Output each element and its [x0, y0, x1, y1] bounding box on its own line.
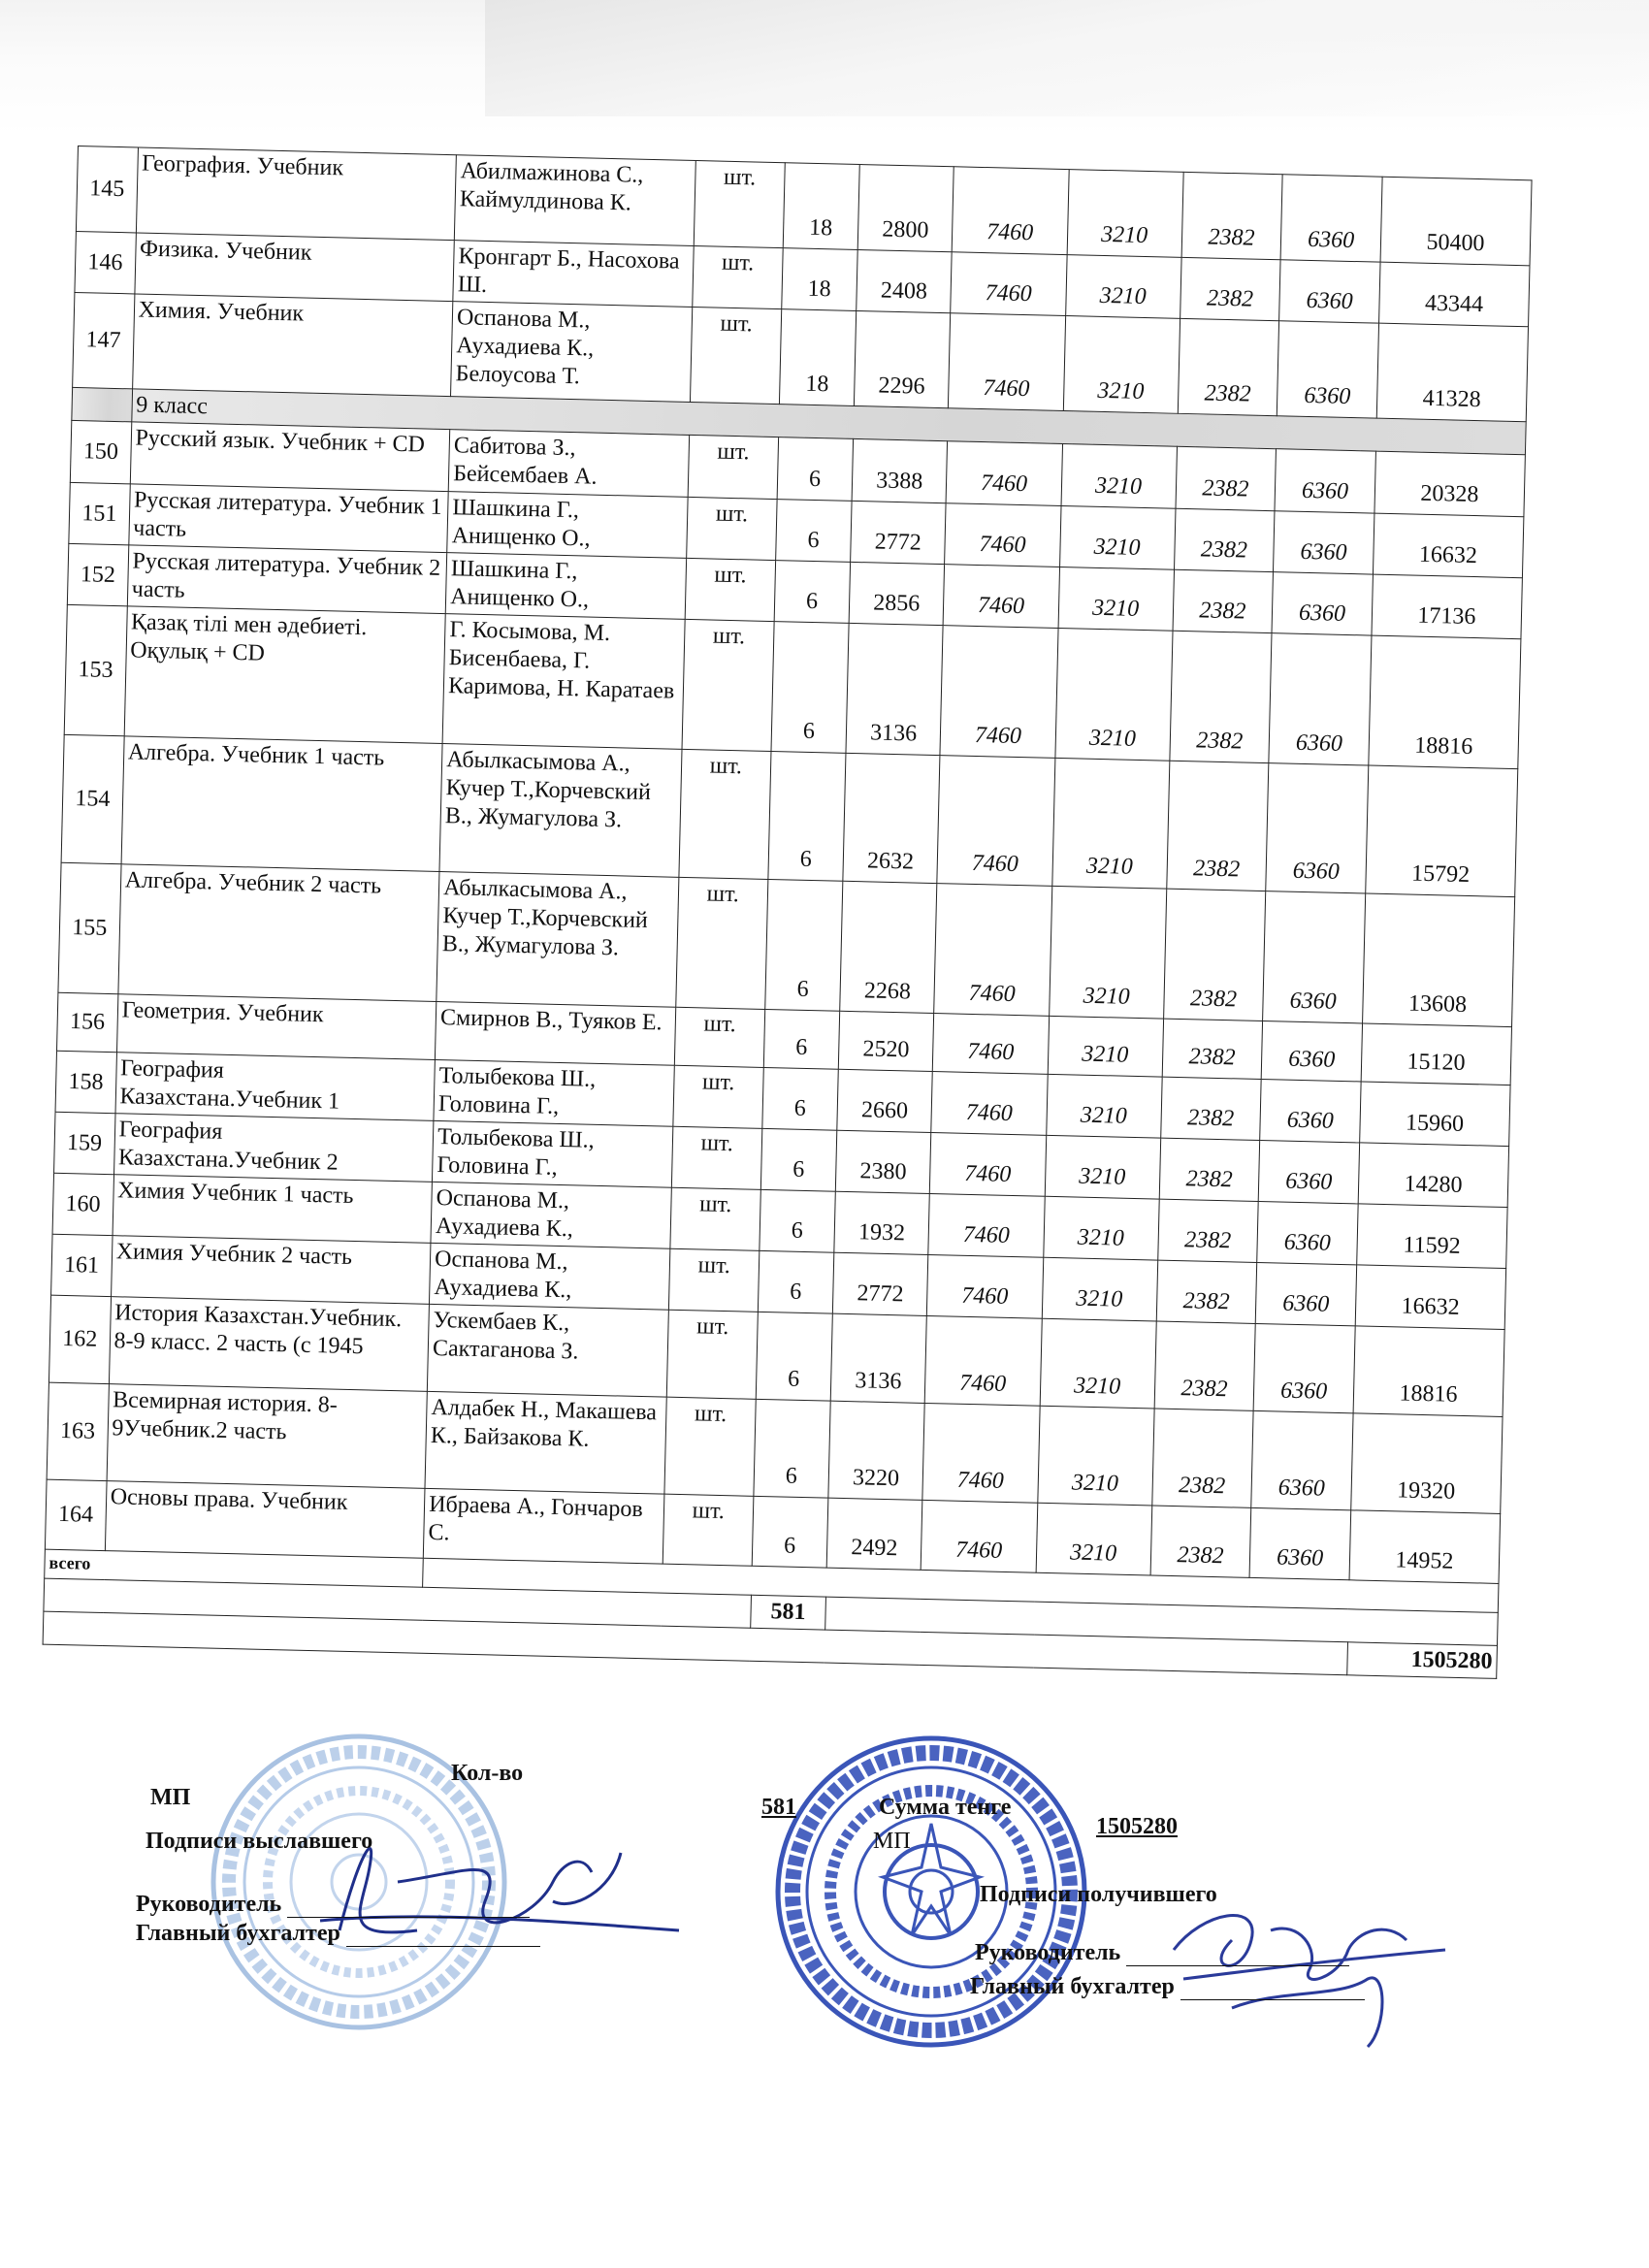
- price-cell: 2408: [857, 249, 953, 312]
- book-authors: Ибраева А., Гончаров С.: [423, 1488, 663, 1564]
- value-cell: 6360: [1257, 1201, 1358, 1264]
- value-cell: 6360: [1274, 511, 1374, 574]
- unit-cell: шт.: [663, 1397, 756, 1496]
- book-title: География. Учебник: [136, 147, 457, 241]
- price-cell: 1932: [834, 1191, 930, 1254]
- totals-label: всего: [45, 1549, 424, 1587]
- sum-cell: 41328: [1376, 323, 1528, 422]
- sum-cell: 15960: [1360, 1082, 1511, 1147]
- book-title: Русская литература. Учебник 1 часть: [128, 484, 448, 553]
- value-cell: 7460: [925, 1315, 1042, 1406]
- totals-quantity: 581: [751, 1595, 826, 1630]
- quantity-cell: 6: [771, 622, 849, 754]
- value-cell: 2382: [1154, 1321, 1256, 1410]
- value-cell: 7460: [951, 252, 1067, 316]
- book-title: Геометрия. Учебник: [116, 994, 436, 1060]
- accountant-left-label: [136, 1921, 540, 1947]
- row-number: 146: [75, 231, 136, 293]
- value-cell: 7460: [927, 1254, 1044, 1318]
- unit-cell: шт.: [690, 307, 782, 404]
- qty-value: 581: [761, 1795, 796, 1820]
- price-cell: 2800: [857, 164, 954, 251]
- sum-cell: 43344: [1378, 262, 1530, 327]
- book-authors: Абылкасымова А., Кучер Т.,Корчевский В., Жумагулова З.: [439, 744, 681, 878]
- book-title: География Казахстана.Учебник 2: [113, 1114, 434, 1183]
- sum-cell: 18816: [1369, 635, 1521, 769]
- row-number: 145: [76, 146, 138, 233]
- price-cell: 2520: [838, 1011, 934, 1071]
- accountant-left-text: Главный бухгалтер: [136, 1921, 340, 1946]
- value-cell: 6360: [1272, 572, 1373, 635]
- book-title: Всемирная история. 8-9Учебник.2 часть: [107, 1384, 428, 1489]
- row-number: 152: [67, 543, 128, 605]
- unit-cell: шт.: [678, 749, 770, 879]
- accountant-right-line: [1180, 1978, 1365, 2000]
- book-authors: Сабитова З., Бейсембаев А.: [448, 430, 689, 498]
- director-left-text: Руководитель: [136, 1892, 282, 1917]
- unit-cell: шт.: [688, 435, 779, 499]
- invoice-sheet: [43, 146, 1533, 1679]
- row-number: 160: [52, 1173, 113, 1235]
- sum-cell: 16632: [1373, 513, 1524, 578]
- book-title: Химия. Учебник: [132, 294, 453, 397]
- value-cell: 6360: [1260, 1080, 1361, 1143]
- book-authors: Г. Косымова, М. Бисенбаева, Г. Каримова, Н. Каратаев: [442, 614, 684, 750]
- value-cell: 6360: [1269, 633, 1372, 765]
- value-cell: 6360: [1249, 1507, 1350, 1579]
- quantity-cell: 6: [768, 752, 846, 882]
- sum-cell: 15792: [1366, 765, 1518, 897]
- value-cell: 3210: [1063, 316, 1180, 414]
- unit-cell: шт.: [686, 497, 777, 560]
- unit-cell: шт.: [685, 558, 776, 621]
- director-left-label: [136, 1892, 530, 1918]
- value-cell: 3210: [1042, 1257, 1158, 1321]
- value-cell: 2382: [1163, 889, 1266, 1021]
- sum-cell: 13608: [1362, 893, 1514, 1027]
- value-cell: 7460: [953, 167, 1069, 255]
- price-cell: 2268: [840, 881, 938, 1013]
- value-cell: 6360: [1261, 1021, 1362, 1082]
- book-title: Химия Учебник 2 часть: [111, 1236, 431, 1305]
- value-cell: 7460: [945, 503, 1061, 567]
- value-cell: 2382: [1180, 257, 1280, 320]
- book-authors: Шашкина Г., Анищенко О.,: [447, 492, 688, 559]
- section-empty-cell: [72, 387, 132, 421]
- row-number: 162: [48, 1295, 111, 1383]
- quantity-cell: 18: [783, 163, 859, 250]
- value-cell: 3210: [1058, 567, 1175, 631]
- price-cell: 3136: [830, 1313, 927, 1403]
- value-cell: 2382: [1173, 569, 1274, 632]
- quantity-cell: 6: [776, 500, 852, 563]
- accountant-right-text: Главный бухгалтер: [970, 1974, 1175, 1999]
- director-right-label: [975, 1940, 1349, 1966]
- value-cell: 3210: [1048, 1016, 1163, 1077]
- value-cell: 3210: [1046, 1074, 1162, 1138]
- book-title: История Казахстан.Учебник. 8-9 класс. 2 часть (с 1945: [109, 1297, 430, 1392]
- book-title: Химия Учебник 1 часть: [113, 1175, 433, 1244]
- value-cell: 2382: [1174, 508, 1275, 571]
- book-authors: Абылкасымова А., Кучер Т.,Корчевский В., Жумагулова З.: [436, 871, 678, 1007]
- row-number: 153: [64, 604, 127, 735]
- value-cell: 7460: [937, 756, 1054, 887]
- value-cell: 6360: [1253, 1323, 1355, 1412]
- value-cell: 7460: [949, 313, 1065, 411]
- accountant-right-label: [970, 1974, 1365, 2000]
- mp-right-label: МП: [873, 1829, 911, 1854]
- value-cell: 7460: [930, 1133, 1047, 1197]
- value-cell: 6360: [1279, 260, 1380, 323]
- quantity-cell: 6: [762, 1067, 838, 1130]
- value-cell: 2382: [1169, 631, 1272, 762]
- qty-label: Кол-во: [451, 1761, 524, 1786]
- value-cell: 2382: [1160, 1077, 1261, 1140]
- book-title: Русский язык. Учебник + CD: [130, 422, 450, 492]
- unit-cell: шт.: [663, 1494, 754, 1566]
- unit-cell: шт.: [666, 1310, 758, 1399]
- row-number: 151: [69, 482, 130, 544]
- value-cell: 3210: [1040, 1318, 1156, 1409]
- row-number: 155: [58, 862, 121, 993]
- row-number: 147: [73, 292, 135, 388]
- row-number: 156: [57, 992, 118, 1052]
- price-cell: 2772: [832, 1252, 928, 1315]
- value-cell: 3210: [1049, 886, 1166, 1019]
- value-cell: 2382: [1150, 1506, 1251, 1577]
- value-cell: 6360: [1266, 763, 1369, 893]
- value-cell: 6360: [1251, 1410, 1353, 1509]
- value-cell: 7460: [928, 1194, 1045, 1258]
- price-cell: 2492: [826, 1498, 922, 1570]
- value-cell: 7460: [933, 1014, 1049, 1075]
- value-cell: 7460: [931, 1072, 1048, 1136]
- value-cell: 6360: [1277, 321, 1379, 418]
- book-authors: Алдабек Н., Макашева К., Байзакова К.: [425, 1391, 666, 1494]
- value-cell: 2382: [1178, 318, 1279, 415]
- invoice-footer: [126, 1761, 1533, 2066]
- unit-cell: шт.: [694, 161, 785, 248]
- quantity-cell: 18: [779, 309, 856, 406]
- quantity-cell: 6: [763, 1009, 839, 1069]
- sum-label: Сумма тенге: [879, 1795, 1012, 1820]
- book-title: Физика. Учебник: [135, 233, 455, 302]
- book-title: География Казахстана.Учебник 1: [115, 1053, 436, 1121]
- director-left-line: [287, 1895, 530, 1918]
- unit-cell: шт.: [669, 1187, 760, 1250]
- quantity-cell: 6: [760, 1128, 836, 1191]
- sum-value: 1505280: [1096, 1814, 1178, 1839]
- value-cell: 3210: [1059, 505, 1176, 569]
- book-authors: Толыбекова Ш., Головина Г.,: [434, 1059, 674, 1126]
- row-number: 163: [47, 1382, 109, 1480]
- value-cell: 3210: [1037, 1406, 1153, 1506]
- section-title: 9 класс: [131, 389, 1526, 455]
- value-cell: 6360: [1258, 1141, 1359, 1204]
- sum-cell: 17136: [1372, 574, 1523, 639]
- value-cell: 6360: [1263, 891, 1366, 1023]
- value-cell: 6360: [1255, 1262, 1356, 1325]
- value-cell: 3210: [1045, 1135, 1161, 1199]
- value-cell: 6360: [1275, 449, 1375, 513]
- quantity-cell: 6: [777, 437, 853, 502]
- value-cell: 2382: [1157, 1199, 1258, 1262]
- items-table-body: [43, 146, 1532, 1679]
- totals-sum: 1505280: [1347, 1642, 1498, 1679]
- sum-cell: 50400: [1380, 177, 1532, 266]
- unit-cell: шт.: [682, 619, 775, 751]
- book-authors: Смирнов В., Туяков Е.: [436, 1001, 676, 1065]
- value-cell: 3210: [1061, 444, 1178, 509]
- quantity-cell: 6: [752, 1496, 828, 1568]
- value-cell: 7460: [934, 884, 1051, 1017]
- sum-cell: 14280: [1358, 1143, 1509, 1208]
- price-cell: 2296: [854, 310, 951, 407]
- unit-cell: шт.: [672, 1065, 763, 1128]
- unit-cell: шт.: [692, 245, 783, 308]
- sum-cell: 19320: [1351, 1413, 1503, 1514]
- price-cell: 2856: [849, 562, 945, 625]
- row-number: 158: [55, 1051, 116, 1113]
- receiver-signatures-label: Подписи получившего: [980, 1882, 1217, 1907]
- value-cell: 3210: [1067, 170, 1183, 258]
- book-authors: Оспанова М., Аухадиева К.,: [431, 1182, 671, 1248]
- quantity-cell: 6: [774, 561, 850, 624]
- quantity-cell: 6: [765, 879, 843, 1011]
- value-cell: 3210: [1054, 628, 1172, 761]
- value-cell: 2382: [1162, 1019, 1263, 1079]
- value-cell: 3210: [1065, 255, 1181, 319]
- sum-cell: 11592: [1357, 1204, 1508, 1269]
- book-authors: Абилмажинова С., Каймулдинова К.: [454, 155, 695, 246]
- book-title: Основы права. Учебник: [105, 1481, 425, 1559]
- book-title: Русская литература. Учебник 2 часть: [127, 545, 447, 614]
- row-number: 159: [54, 1112, 115, 1174]
- row-number: 164: [45, 1479, 106, 1550]
- price-cell: 2380: [835, 1130, 931, 1193]
- price-cell: 2660: [837, 1069, 933, 1132]
- value-cell: 7460: [947, 441, 1063, 506]
- unit-cell: шт.: [674, 1007, 765, 1067]
- sum-cell: 18816: [1353, 1326, 1504, 1417]
- value-cell: 7460: [940, 626, 1057, 759]
- sum-cell: 20328: [1374, 451, 1526, 517]
- sum-cell: 14952: [1349, 1510, 1501, 1584]
- row-number: 161: [51, 1234, 113, 1296]
- price-cell: 2772: [851, 501, 947, 564]
- value-cell: 2382: [1166, 761, 1269, 891]
- book-title: Қазақ тілі мен әдебиеті. Оқулық + CD: [124, 606, 446, 744]
- value-cell: 3210: [1051, 758, 1169, 889]
- quantity-cell: 6: [754, 1399, 830, 1498]
- value-cell: 7460: [922, 1403, 1039, 1503]
- price-cell: 3388: [852, 438, 948, 502]
- unit-cell: шт.: [668, 1248, 760, 1312]
- row-number: 150: [70, 420, 131, 483]
- value-cell: 3210: [1036, 1503, 1152, 1575]
- value-cell: 7460: [944, 565, 1060, 629]
- sum-cell: 15120: [1361, 1023, 1511, 1085]
- quantity-cell: 18: [782, 248, 857, 311]
- quantity-cell: 6: [756, 1312, 832, 1401]
- book-authors: Ускембаев К., Сактаганова З.: [427, 1304, 667, 1397]
- value-cell: 2382: [1156, 1260, 1257, 1323]
- page-fold-shadow: [485, 0, 1649, 116]
- quantity-cell: 6: [758, 1250, 833, 1313]
- price-cell: 3136: [846, 623, 944, 755]
- value-cell: 2382: [1159, 1138, 1260, 1201]
- book-authors: Кронгарт Б., Насохова Ш.: [453, 241, 694, 308]
- items-table: [43, 146, 1533, 1679]
- unit-cell: шт.: [675, 877, 768, 1009]
- book-authors: Оспанова М., Аухадиева К., Белоусова Т.: [451, 302, 693, 403]
- value-cell: 3210: [1043, 1196, 1159, 1260]
- director-right-line: [1126, 1944, 1349, 1966]
- value-cell: 7460: [922, 1500, 1038, 1572]
- value-cell: 6360: [1280, 175, 1382, 262]
- row-number: 154: [61, 734, 124, 863]
- value-cell: 2382: [1176, 446, 1277, 510]
- book-title: Алгебра. Учебник 1 часть: [121, 736, 443, 872]
- unit-cell: шт.: [671, 1126, 762, 1189]
- quantity-cell: 6: [760, 1189, 835, 1252]
- sum-cell: 16632: [1355, 1265, 1506, 1330]
- mp-left-label: МП: [150, 1785, 191, 1810]
- book-authors: Оспанова М., Аухадиева К.,: [430, 1243, 670, 1310]
- value-cell: 2382: [1181, 172, 1283, 259]
- sender-signatures-label: Подписи выславшего: [146, 1829, 373, 1854]
- accountant-left-line: [346, 1925, 540, 1947]
- value-cell: 2382: [1151, 1409, 1253, 1507]
- book-title: Алгебра. Учебник 2 часть: [117, 864, 439, 1002]
- book-authors: Толыбекова Ш., Головина Г.,: [433, 1120, 673, 1187]
- price-cell: 2632: [843, 753, 941, 883]
- book-authors: Шашкина Г., Анищенко О.,: [445, 553, 686, 620]
- price-cell: 3220: [828, 1401, 925, 1500]
- director-right-text: Руководитель: [975, 1940, 1121, 1965]
